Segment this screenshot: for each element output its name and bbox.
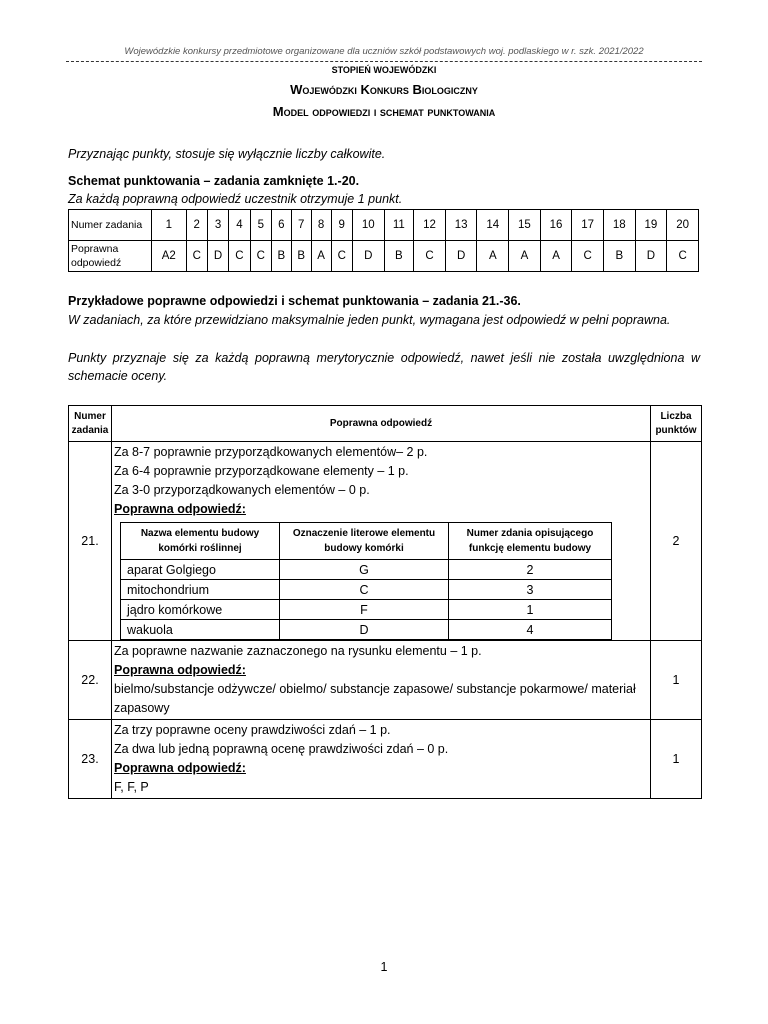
- row-label-answer: Poprawna odpowiedź: [69, 241, 152, 272]
- correct-answer-text: F, F, P: [114, 780, 149, 794]
- task-row-22: [69, 641, 702, 720]
- task-number: 5: [250, 210, 271, 241]
- correct-answer-label: Poprawna odpowiedź:: [114, 761, 246, 775]
- element-name: aparat Golgiego: [121, 560, 280, 580]
- closed-answers-row: [69, 241, 699, 272]
- task-number: 22.: [69, 641, 112, 720]
- task-number: 10: [352, 210, 384, 241]
- answer-block: [112, 720, 650, 798]
- task-number: 4: [229, 210, 250, 241]
- correct-answer: C: [331, 241, 352, 272]
- task-answer-cell: [112, 641, 651, 720]
- correct-answer: A: [311, 241, 331, 272]
- task-number: 16: [540, 210, 572, 241]
- element-function-number: 4: [449, 620, 612, 640]
- correct-answer: C: [250, 241, 271, 272]
- task-answer-cell: [112, 442, 651, 641]
- element-letter: C: [280, 580, 449, 600]
- correct-answer: A: [540, 241, 572, 272]
- element-function-number: 1: [449, 600, 612, 620]
- criterion: Za poprawne nazwanie zaznaczonego na rysunku elementu – 1 p.: [114, 644, 482, 658]
- correct-answer-label: Poprawna odpowiedź:: [114, 502, 246, 516]
- document-title: Model odpowiedzi i schemat punktowania: [272, 104, 496, 119]
- task-number: 20: [667, 210, 699, 241]
- open-header-row: [69, 406, 702, 442]
- element-function-number: 2: [449, 560, 612, 580]
- correct-answer: C: [414, 241, 446, 272]
- task-number: 13: [445, 210, 477, 241]
- intro-note: Przyznając punkty, stosuje się wyłącznie liczby całkowite.: [68, 147, 386, 161]
- task-number: 15: [509, 210, 541, 241]
- criterion: Za 8-7 poprawnie przyporządkowanych elementów– 2 p.: [114, 445, 428, 459]
- correct-answer: B: [291, 241, 311, 272]
- correct-answer: D: [352, 241, 384, 272]
- task-points: 1: [651, 720, 702, 799]
- correct-answer: A2: [152, 241, 187, 272]
- criterion: Za dwa lub jedną poprawną ocenę prawdziwości zdań – 0 p.: [114, 742, 449, 756]
- task-number: 8: [311, 210, 331, 241]
- closed-numbers-row: [69, 210, 699, 241]
- correct-answer: C: [572, 241, 604, 272]
- task-number: 14: [477, 210, 509, 241]
- criterion: Za trzy poprawne oceny prawdziwości zdań – 1 p.: [114, 723, 391, 737]
- closed-answers-table: [68, 209, 699, 272]
- correct-answer: D: [207, 241, 228, 272]
- task-number: 6: [271, 210, 291, 241]
- correct-answer: B: [603, 241, 635, 272]
- task-number: 2: [186, 210, 207, 241]
- header-note: Wojewódzkie konkursy przedmiotowe organizowane dla uczniów szkół podstawowych woj. podlaskiego w r. szk. 2021/2022: [124, 46, 644, 57]
- col-header-answer: Poprawna odpowiedź: [112, 406, 651, 442]
- answer-block: [112, 641, 650, 719]
- element-letter: G: [280, 560, 449, 580]
- table-row: [121, 580, 612, 600]
- task-number: 7: [291, 210, 311, 241]
- open-note-merit: Punkty przyznaje się za każdą poprawną merytorycznie odpowiedź, nawet jeśli nie została uwzględniona w schemacie oceny.: [68, 351, 700, 383]
- task-number: 23.: [69, 720, 112, 799]
- table-row: [121, 620, 612, 640]
- correct-answer: B: [384, 241, 414, 272]
- task-number: 19: [635, 210, 667, 241]
- task-number: 17: [572, 210, 604, 241]
- element-letter: F: [280, 600, 449, 620]
- inner-col-function: Numer zdania opisującego funkcję elementu budowy: [449, 523, 612, 560]
- contest-title: Wojewódzki Konkurs Biologiczny: [290, 82, 478, 97]
- correct-answer: C: [229, 241, 250, 272]
- closed-note: Za każdą poprawną odpowiedź uczestnik otrzymuje 1 punkt.: [68, 192, 403, 206]
- correct-answer: C: [186, 241, 207, 272]
- inner-col-name: Nazwa elementu budowy komórki roślinnej: [121, 523, 280, 560]
- task-number: 9: [331, 210, 352, 241]
- stage-label: STOPIEŃ WOJEWÓDZKI: [331, 65, 437, 75]
- element-function-number: 3: [449, 580, 612, 600]
- correct-answer: A: [509, 241, 541, 272]
- element-name: jądro komórkowe: [121, 600, 280, 620]
- correct-answer: D: [445, 241, 477, 272]
- page-number: 1: [380, 960, 388, 974]
- task-answer-cell: [112, 720, 651, 799]
- criterion: Za 3-0 przyporządkowanych elementów – 0 p.: [114, 483, 370, 497]
- criterion: Za 6-4 poprawnie przyporządkowane elementy – 1 p.: [114, 464, 409, 478]
- open-note-full-answer: W zadaniach, za które przewidziano maksymalnie jeden punkt, wymagana jest odpowiedź w pełni poprawna.: [68, 313, 671, 327]
- task-number: 18: [603, 210, 635, 241]
- task-number: 3: [207, 210, 228, 241]
- element-letter: D: [280, 620, 449, 640]
- task-points: 2: [651, 442, 702, 641]
- element-name: mitochondrium: [121, 580, 280, 600]
- answer-block: [112, 442, 650, 520]
- inner-header-row: [121, 523, 612, 560]
- col-header-number: Numer zadania: [69, 406, 112, 442]
- task-number: 12: [414, 210, 446, 241]
- correct-answer: D: [635, 241, 667, 272]
- row-label-number: Numer zadania: [69, 210, 152, 241]
- task-number: 1: [152, 210, 187, 241]
- closed-heading: Schemat punktowania – zadania zamknięte 1.-20.: [68, 174, 360, 188]
- task-row-23: [69, 720, 702, 799]
- correct-answer: C: [667, 241, 699, 272]
- open-heading: Przykładowe poprawne odpowiedzi i schemat punktowania – zadania 21.-36.: [68, 294, 521, 308]
- correct-answer-label: Poprawna odpowiedź:: [114, 663, 246, 677]
- table-row: [121, 600, 612, 620]
- header-divider: [66, 61, 702, 62]
- correct-answer: A: [477, 241, 509, 272]
- correct-answer-text: bielmo/substancje odżywcze/ obielmo/ substancje zapasowe/ substancje pokarmowe/ materiał zapasowy: [114, 682, 636, 715]
- col-header-points: Liczba punktów: [651, 406, 702, 442]
- cell-elements-table: [120, 522, 612, 640]
- element-name: wakuola: [121, 620, 280, 640]
- task-points: 1: [651, 641, 702, 720]
- task-number: 11: [384, 210, 414, 241]
- table-row: [121, 560, 612, 580]
- open-answers-table: [68, 405, 702, 799]
- inner-col-letter: Oznaczenie literowe elementu budowy komórki: [280, 523, 449, 560]
- correct-answer: B: [271, 241, 291, 272]
- task-row-21: [69, 442, 702, 641]
- task-number: 21.: [69, 442, 112, 641]
